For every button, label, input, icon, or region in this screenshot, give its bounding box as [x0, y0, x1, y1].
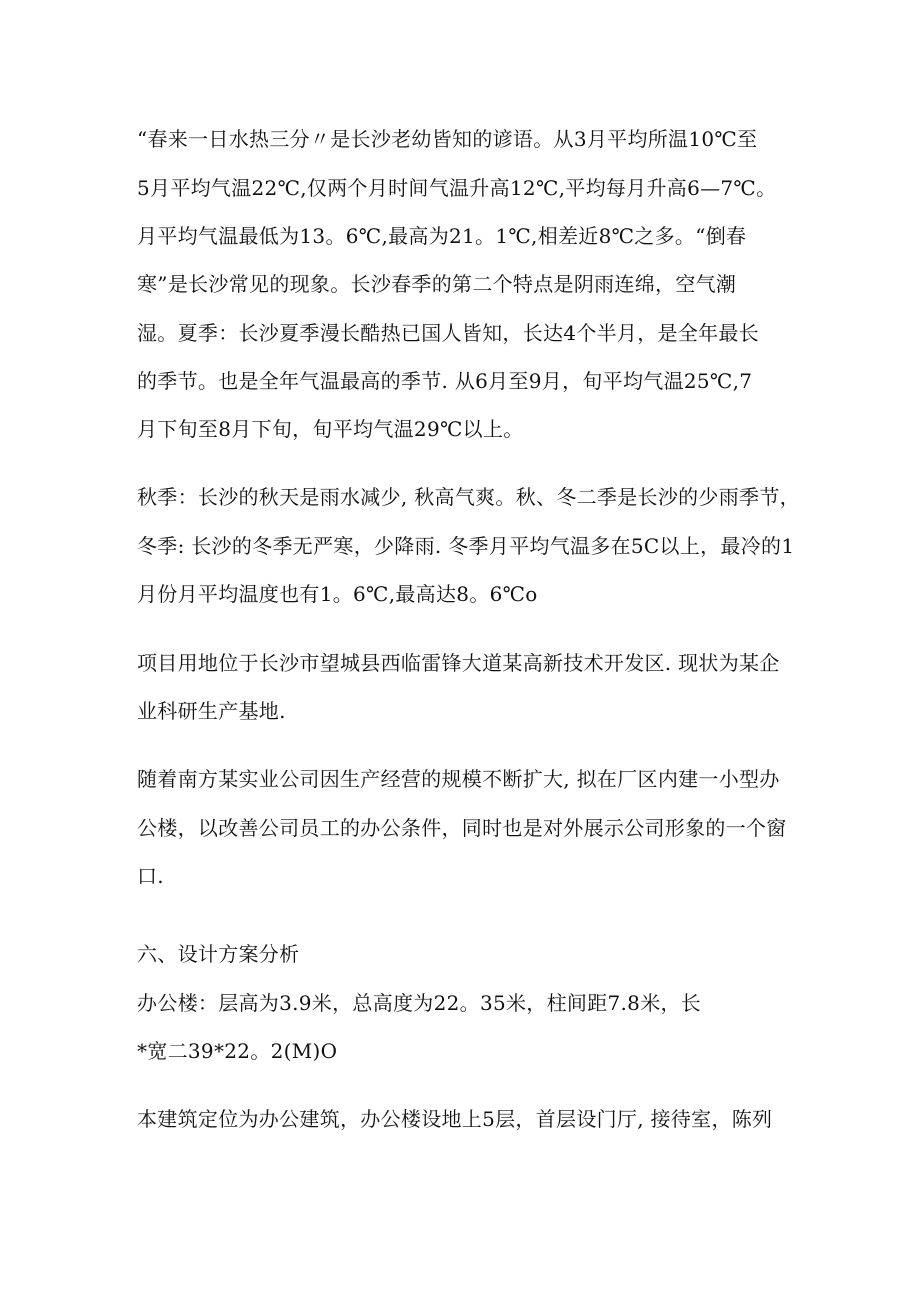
text-line: 冬季: 长沙的冬季无严寒，少降雨. 冬季月平均气温多在5C以上，最冷的1 — [137, 534, 795, 558]
section-heading: 六、设计方案分析 — [137, 942, 300, 966]
text-line: 湿。夏季：长沙夏季漫长酷热已国人皆知，长达4个半月，是全年最长 — [137, 321, 760, 345]
text-line: 随着南方某实业公司因生产经营的规模不断扩大, 拟在厂区内建一小型办 — [137, 767, 780, 791]
text-line: 本建筑定位为办公建筑，办公楼设地上5层，首层设门厅, 接待室，陈列 — [137, 1107, 773, 1131]
text-line: 寒”是长沙常见的现象。长沙春季的第二个特点是阴雨连绵，空气潮 — [137, 272, 737, 296]
text-line: “春来一日水热三分〃是长沙老幼皆知的谚语。从3月平均所温10℃至 — [137, 127, 758, 151]
text-line: 口. — [137, 864, 164, 888]
text-line: 月份月平均温度也有1。6℃,最高达8。6℃o — [137, 582, 538, 606]
text-line: 项目用地位于长沙市望城县西临雷锋大道某高新技术开发区. 现状为某企 — [137, 651, 780, 675]
text-line: 5月平均气温22℃,仅两个月时间气温升高12℃,平均每月升高6—7℃。 — [137, 176, 777, 200]
text-line: *宽二39*22。2(M)O — [137, 1039, 338, 1063]
text-line: 的季节。也是全年气温最高的季节. 从6月至9月，旬平均气温25℃,7 — [137, 369, 753, 393]
text-line: 月平均气温最低为13。6℃,最高为21。1℃,相差近8℃之多。“倒春 — [137, 224, 747, 248]
text-line: 业科研生产基地. — [137, 699, 286, 723]
text-line: 公楼，以改善公司员工的办公条件，同时也是对外展示公司形象的一个窗 — [137, 816, 787, 840]
text-line: 办公楼：层高为3.9米，总高度为22。35米，柱间距7.8米，长 — [137, 991, 702, 1015]
text-line: 秋季：长沙的秋天是雨水减少, 秋高气爽。秋、冬二季是长沙的少雨季节， — [137, 485, 800, 509]
text-line: 月下旬至8月下旬，旬平均气温29℃以上。 — [137, 417, 524, 441]
